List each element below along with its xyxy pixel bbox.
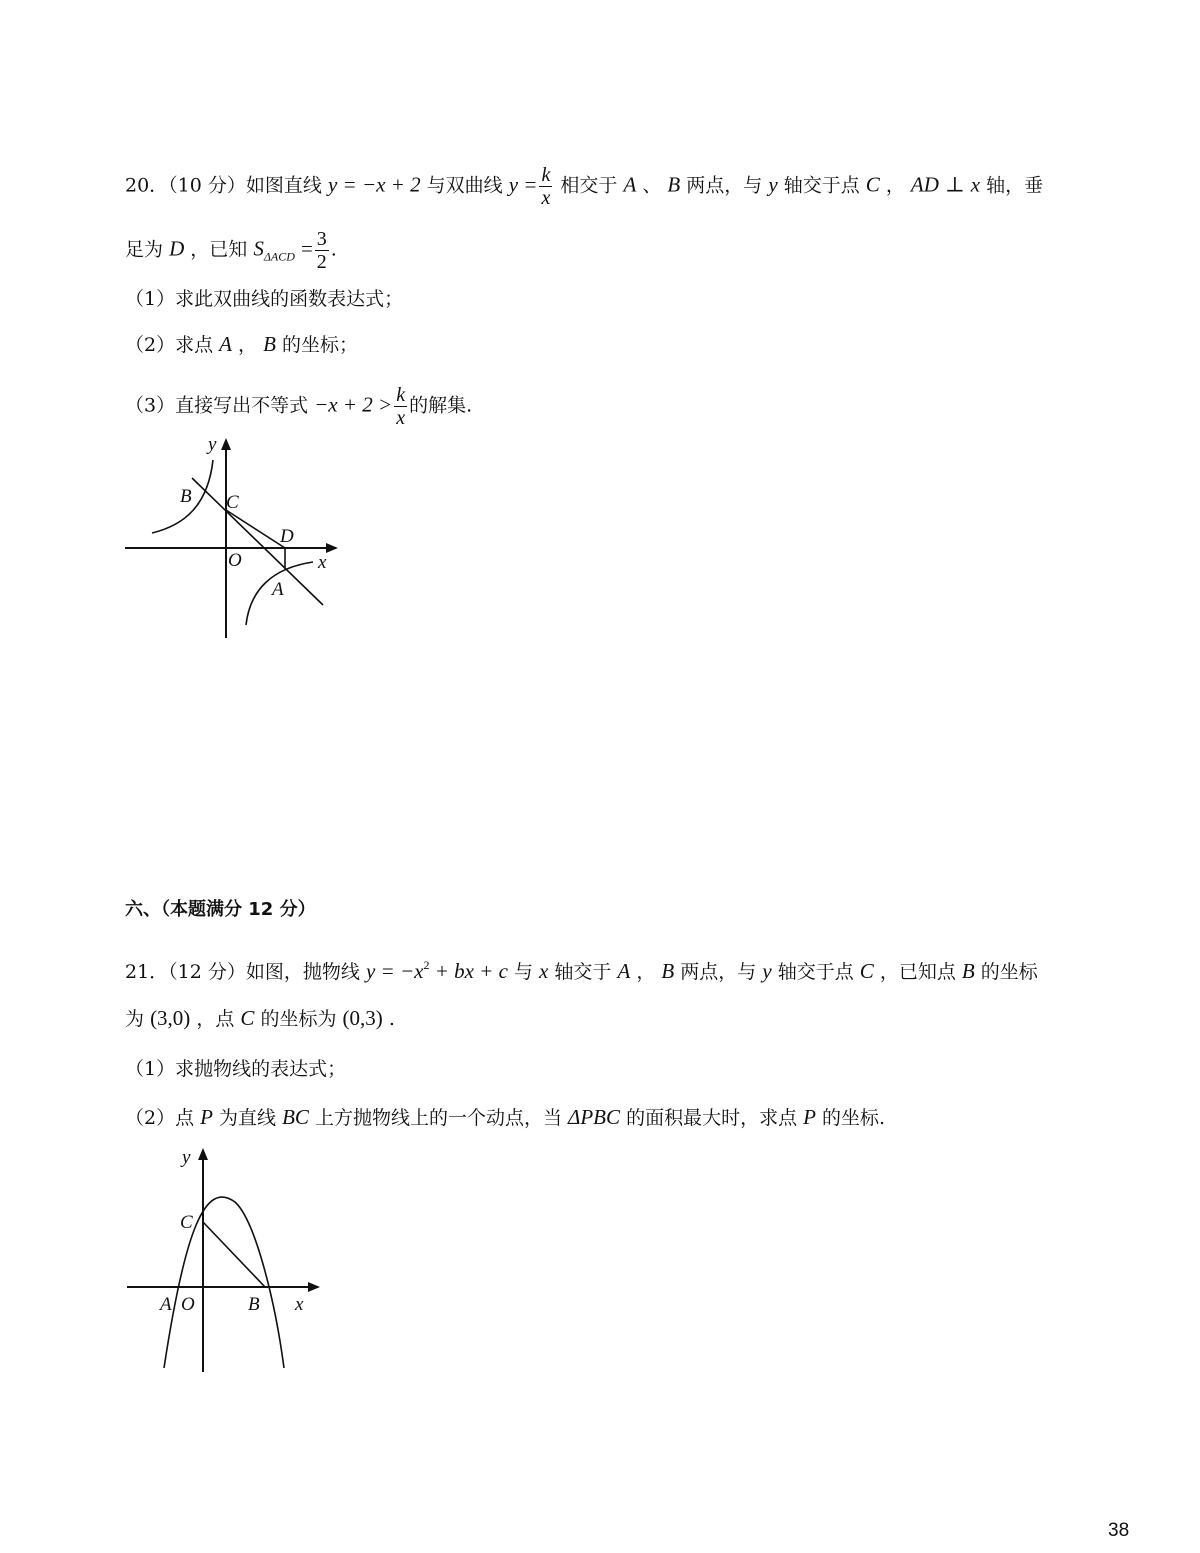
label-B: B <box>180 486 192 507</box>
label-B-2: B <box>248 1294 260 1315</box>
label-O-2: O <box>181 1294 195 1315</box>
q20-line1: 20．（10 分）如图直线 y = −x + 2 与双曲线 y = $\frac{k}{x}$ 相交于 A 、 B 两点，与 y 轴交于点 C ， AD ⊥ x 轴，垂 <box>125 164 1044 209</box>
label-C-2: C <box>180 1212 193 1233</box>
page-number: 38 <box>1108 1520 1130 1541</box>
q20-part1: （1）求此双曲线的函数表达式； <box>125 288 404 310</box>
line-equation: y = −x + 2 <box>327 172 421 197</box>
label-A-2: A <box>160 1294 172 1315</box>
line-y-neg-x-plus-2 <box>192 478 323 605</box>
label-y: y <box>208 434 217 455</box>
fraction-k-over-x-2: $\frac{k}{x}$ <box>396 384 406 429</box>
q21-part2: （2）点 P 为直线 BC 上方抛物线上的一个动点，当 ΔPBC 的面积最大时，求点 P 的坐标. <box>125 1105 886 1129</box>
q21-line2: 为 (3,0) ，点 C 的坐标为 (0,3) . <box>125 1006 395 1030</box>
label-D: D <box>280 526 294 547</box>
fraction-3-over-2: $\frac{3}{2}$ <box>316 228 327 273</box>
fraction-k-over-x: $\frac{k}{x}$ <box>541 164 551 209</box>
label-C: C <box>226 492 239 513</box>
q21-line1: 21．（12 分）如图，抛物线 $y = -x^2$ + bx + c 与 x 轴交于 A ， B 两点，与 y 轴交于点 C ，已知点 B 的坐标 <box>125 958 1038 983</box>
segment-BC <box>203 1222 265 1287</box>
q21-part1: （1）求抛物线的表达式； <box>125 1058 347 1080</box>
label-y-2: y <box>182 1147 191 1168</box>
label-A: A <box>272 579 284 600</box>
label-O: O <box>228 550 242 571</box>
segment-CD <box>226 510 285 548</box>
label-x-2: x <box>295 1294 304 1315</box>
label-x: x <box>318 552 327 573</box>
q20-part3: （3）直接写出不等式 −x + 2 > $\frac{k}{x}$ 的解集. <box>125 384 473 429</box>
q21-figure <box>127 1147 318 1372</box>
q20-line2: 足为 D ，已知 $S_{\Delta ACD}$ = $\frac{3}{2}$ . <box>125 228 337 273</box>
q20-part2: （2）求点 A ， B 的坐标； <box>125 332 358 356</box>
section-6-title: 六、（本题满分 12 分） <box>125 899 316 920</box>
